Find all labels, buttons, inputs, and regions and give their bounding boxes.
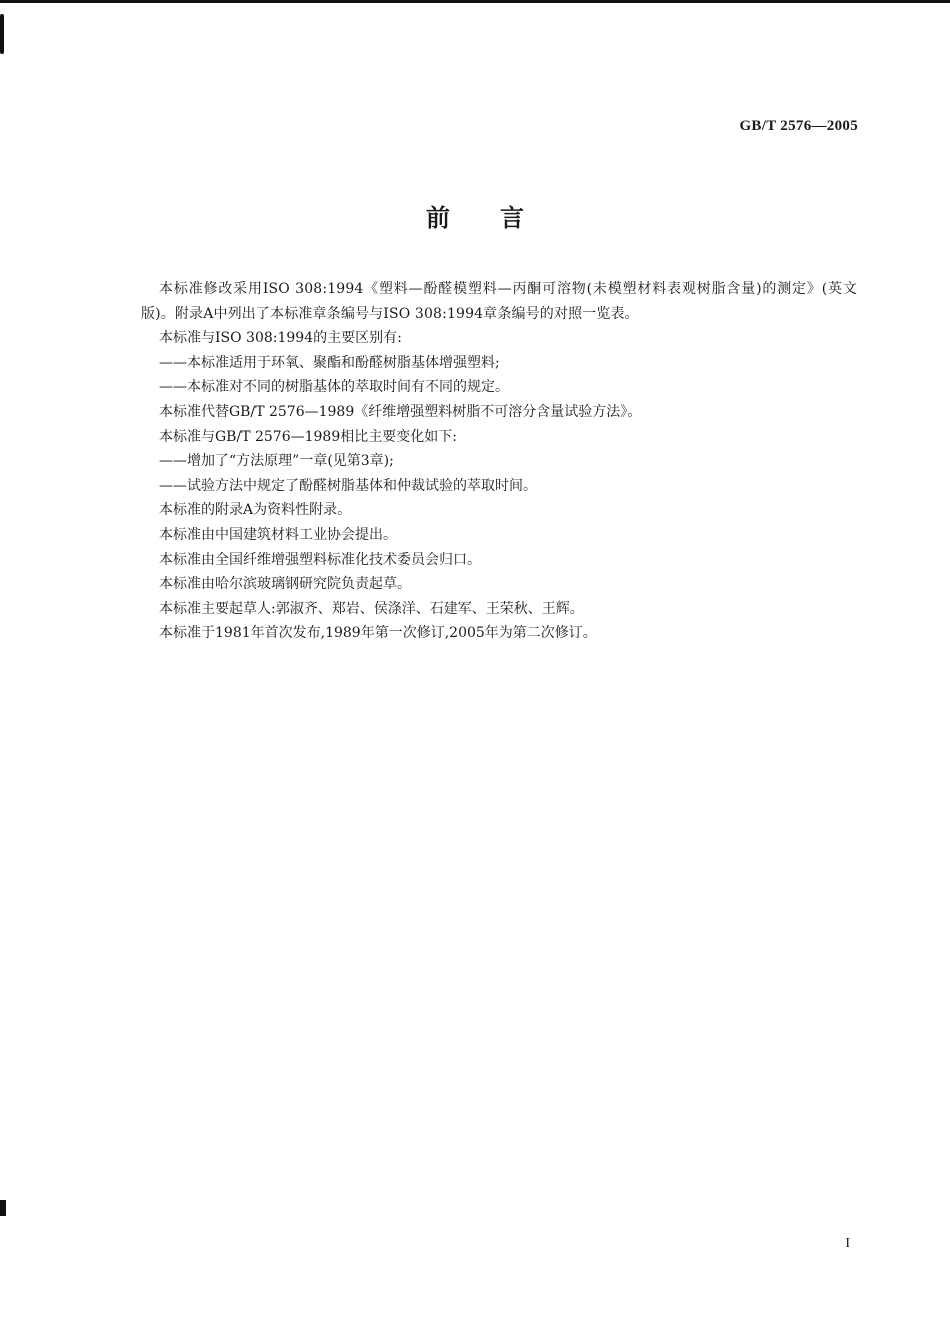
paragraph-changes-intro: 本标准与GB/T 2576—1989相比主要变化如下:	[159, 428, 457, 445]
scan-edge-top	[0, 0, 950, 3]
paragraph-drafted-by: 本标准由哈尔滨玻璃钢研究院负责起草。	[159, 576, 411, 593]
foreword-body	[141, 277, 857, 646]
paragraph-drafters: 本标准主要起草人:郭淑齐、郑岩、侯涤洋、石建军、王荣秋、王辉。	[159, 600, 584, 617]
paragraph-adoption: 本标准修改采用ISO 308:1994《塑料—酚醛模塑料—丙酮可溶物(未模塑材料表观树脂含量)的测定》(英文版)。附录A中列出了本标准章条编号与ISO 308:1994章条编号的对照一览表。	[141, 281, 857, 322]
paragraph-annex: 本标准的附录A为资料性附录。	[159, 502, 352, 519]
paragraph-differences-intro: 本标准与ISO 308:1994的主要区别有:	[159, 330, 402, 347]
paragraph-history: 本标准于1981年首次发布,1989年第一次修订,2005年为第二次修订。	[159, 625, 597, 642]
scan-edge-left-mark	[0, 1200, 6, 1216]
paragraph-replaces: 本标准代替GB/T 2576—1989《纤维增强塑料树脂不可溶分含量试验方法》。	[159, 403, 642, 420]
page-number: I	[845, 1236, 850, 1251]
title-char-left: 前	[426, 204, 450, 232]
paragraph-proposed-by: 本标准由中国建筑材料工业协会提出。	[159, 526, 397, 543]
paragraph-centralized-by: 本标准由全国纤维增强塑料标准化技术委员会归口。	[159, 551, 481, 568]
standard-code: GB/T 2576—2005	[739, 118, 858, 134]
scan-edge-left	[0, 14, 4, 54]
paragraph-change-2: ——试验方法中规定了酚醛树脂基体和仲裁试验的萃取时间。	[159, 477, 537, 494]
title-char-right: 言	[500, 204, 524, 232]
paragraph-change-1: ——增加了“方法原理”一章(见第3章);	[159, 453, 394, 470]
paragraph-difference-2: ——本标准对不同的树脂基体的萃取时间有不同的规定。	[159, 379, 509, 396]
page-title	[0, 198, 950, 233]
paragraph-difference-1: ——本标准适用于环氧、聚酯和酚醛树脂基体增强塑料;	[159, 354, 500, 371]
